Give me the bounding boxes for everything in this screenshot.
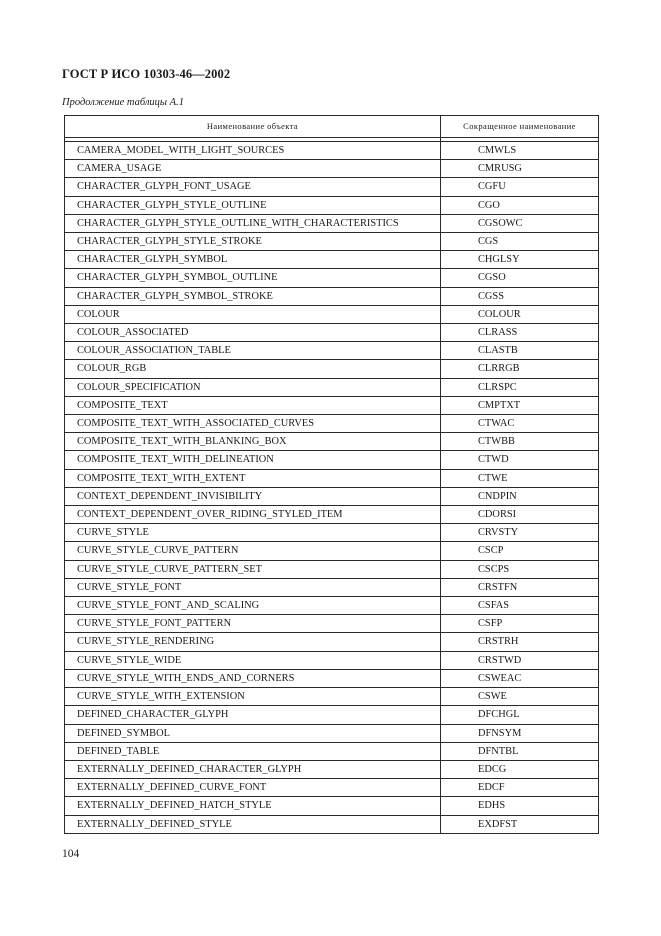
- abbreviation-cell: EDCG: [441, 760, 599, 778]
- abbreviation-cell: CTWBB: [441, 433, 599, 451]
- abbreviation-cell: DFNSYM: [441, 724, 599, 742]
- table-row: [65, 160, 599, 178]
- abbreviation-cell: EDHS: [441, 797, 599, 815]
- abbreviation-cell: CSCP: [441, 542, 599, 560]
- abbreviation-cell: CSCPS: [441, 560, 599, 578]
- object-name-cell: CURVE_STYLE: [65, 524, 441, 542]
- table-row: [65, 233, 599, 251]
- table-row: [65, 615, 599, 633]
- abbreviation-cell: COLOUR: [441, 305, 599, 323]
- table-row: [65, 324, 599, 342]
- object-name-cell: EXTERNALLY_DEFINED_CHARACTER_GLYPH: [65, 760, 441, 778]
- abbreviation-cell: CTWAC: [441, 415, 599, 433]
- table-row: [65, 178, 599, 196]
- object-name-cell: CONTEXT_DEPENDENT_OVER_RIDING_STYLED_ITEM: [65, 506, 441, 524]
- table-row: [65, 287, 599, 305]
- abbreviation-cell: CTWE: [441, 469, 599, 487]
- abbreviation-cell: CRVSTY: [441, 524, 599, 542]
- abbreviation-cell: CSWEAC: [441, 669, 599, 687]
- object-name-cell: CURVE_STYLE_CURVE_PATTERN_SET: [65, 560, 441, 578]
- object-name-cell: CHARACTER_GLYPH_SYMBOL_STROKE: [65, 287, 441, 305]
- object-name-cell: DEFINED_TABLE: [65, 742, 441, 760]
- abbreviation-cell: CMRUSG: [441, 160, 599, 178]
- abbreviation-cell: DFCHGL: [441, 706, 599, 724]
- object-name-cell: CURVE_STYLE_FONT_AND_SCALING: [65, 597, 441, 615]
- table-row: [65, 742, 599, 760]
- abbreviation-cell: CRSTRH: [441, 633, 599, 651]
- object-name-cell: DEFINED_CHARACTER_GLYPH: [65, 706, 441, 724]
- object-name-cell: CURVE_STYLE_CURVE_PATTERN: [65, 542, 441, 560]
- abbreviation-cell: CSFP: [441, 615, 599, 633]
- table-row: [65, 214, 599, 232]
- object-name-cell: COLOUR_ASSOCIATION_TABLE: [65, 342, 441, 360]
- column-header-abbreviation: Сокращенное наименование: [441, 116, 599, 138]
- table-row: [65, 797, 599, 815]
- abbreviation-cell: CMWLS: [441, 142, 599, 160]
- abbreviation-cell: CNDPIN: [441, 487, 599, 505]
- table-row: [65, 779, 599, 797]
- object-name-cell: CURVE_STYLE_RENDERING: [65, 633, 441, 651]
- object-name-cell: COMPOSITE_TEXT_WITH_DELINEATION: [65, 451, 441, 469]
- abbreviation-cell: CDORSI: [441, 506, 599, 524]
- object-name-cell: COMPOSITE_TEXT_WITH_EXTENT: [65, 469, 441, 487]
- object-name-cell: COMPOSITE_TEXT_WITH_ASSOCIATED_CURVES: [65, 415, 441, 433]
- table-row: [65, 760, 599, 778]
- object-name-cell: CURVE_STYLE_WITH_ENDS_AND_CORNERS: [65, 669, 441, 687]
- object-name-cell: CONTEXT_DEPENDENT_INVISIBILITY: [65, 487, 441, 505]
- abbreviation-cell: CHGLSY: [441, 251, 599, 269]
- abbreviation-cell: EDCF: [441, 779, 599, 797]
- table-row: [65, 342, 599, 360]
- abbreviation-cell: DFNTBL: [441, 742, 599, 760]
- table-row: [65, 305, 599, 323]
- object-name-cell: CHARACTER_GLYPH_STYLE_OUTLINE_WITH_CHARACTERISTICS: [65, 214, 441, 232]
- abbreviation-cell: CGFU: [441, 178, 599, 196]
- object-name-cell: EXTERNALLY_DEFINED_CURVE_FONT: [65, 779, 441, 797]
- page-number: 104: [62, 848, 80, 860]
- object-name-cell: CURVE_STYLE_WITH_EXTENSION: [65, 688, 441, 706]
- object-name-cell: CAMERA_MODEL_WITH_LIGHT_SOURCES: [65, 142, 441, 160]
- object-name-cell: COLOUR_RGB: [65, 360, 441, 378]
- abbreviation-cell: CLASTB: [441, 342, 599, 360]
- abbreviation-cell: CRSTFN: [441, 578, 599, 596]
- object-name-cell: COLOUR_SPECIFICATION: [65, 378, 441, 396]
- table-row: [65, 688, 599, 706]
- object-name-cell: CHARACTER_GLYPH_SYMBOL_OUTLINE: [65, 269, 441, 287]
- object-name-cell: CHARACTER_GLYPH_FONT_USAGE: [65, 178, 441, 196]
- table-row: [65, 560, 599, 578]
- table-row: [65, 724, 599, 742]
- table-row: [65, 633, 599, 651]
- abbreviation-cell: CGSO: [441, 269, 599, 287]
- abbreviation-cell: EXDFST: [441, 815, 599, 833]
- abbreviation-cell: CGSOWC: [441, 214, 599, 232]
- table-row: [65, 196, 599, 214]
- table-row: [65, 396, 599, 414]
- object-name-cell: CHARACTER_GLYPH_STYLE_OUTLINE: [65, 196, 441, 214]
- table-body: [65, 138, 599, 834]
- table-row: [65, 378, 599, 396]
- table-caption: Продолжение таблицы А.1: [62, 97, 184, 108]
- abbreviation-cell: CSFAS: [441, 597, 599, 615]
- abbreviation-cell: CGSS: [441, 287, 599, 305]
- table-row: [65, 269, 599, 287]
- document-header: ГОСТ Р ИСО 10303-46—2002: [62, 67, 231, 81]
- table-row: [65, 360, 599, 378]
- table-row: [65, 433, 599, 451]
- abbreviation-cell: CLRASS: [441, 324, 599, 342]
- abbreviation-cell: CRSTWD: [441, 651, 599, 669]
- table-row: [65, 524, 599, 542]
- table-row: [65, 469, 599, 487]
- object-name-cell: COLOUR_ASSOCIATED: [65, 324, 441, 342]
- object-name-cell: DEFINED_SYMBOL: [65, 724, 441, 742]
- object-name-cell: CHARACTER_GLYPH_SYMBOL: [65, 251, 441, 269]
- table-row: [65, 815, 599, 833]
- abbreviation-cell: CTWD: [441, 451, 599, 469]
- table-row: [65, 706, 599, 724]
- table-row: [65, 487, 599, 505]
- object-name-cell: CURVE_STYLE_FONT_PATTERN: [65, 615, 441, 633]
- object-name-cell: CURVE_STYLE_WIDE: [65, 651, 441, 669]
- abbreviation-cell: CLRSPC: [441, 378, 599, 396]
- table-row: [65, 142, 599, 160]
- table-row: [65, 651, 599, 669]
- table-row: [65, 415, 599, 433]
- table-row: [65, 251, 599, 269]
- table-row: [65, 597, 599, 615]
- object-name-cell: COLOUR: [65, 305, 441, 323]
- table-row: [65, 669, 599, 687]
- object-name-cell: CURVE_STYLE_FONT: [65, 578, 441, 596]
- table-row: [65, 506, 599, 524]
- abbreviations-table: [64, 115, 599, 834]
- object-name-cell: CAMERA_USAGE: [65, 160, 441, 178]
- object-name-cell: EXTERNALLY_DEFINED_HATCH_STYLE: [65, 797, 441, 815]
- abbreviation-cell: CGS: [441, 233, 599, 251]
- object-name-cell: COMPOSITE_TEXT_WITH_BLANKING_BOX: [65, 433, 441, 451]
- abbreviation-cell: CMPTXT: [441, 396, 599, 414]
- table-header-row: [65, 116, 599, 138]
- abbreviation-cell: CLRRGB: [441, 360, 599, 378]
- abbreviation-cell: CGO: [441, 196, 599, 214]
- table-row: [65, 578, 599, 596]
- object-name-cell: COMPOSITE_TEXT: [65, 396, 441, 414]
- column-header-object-name: Наименование объекта: [65, 116, 441, 138]
- table-row: [65, 451, 599, 469]
- abbreviation-cell: CSWE: [441, 688, 599, 706]
- object-name-cell: EXTERNALLY_DEFINED_STYLE: [65, 815, 441, 833]
- table-row: [65, 542, 599, 560]
- object-name-cell: CHARACTER_GLYPH_STYLE_STROKE: [65, 233, 441, 251]
